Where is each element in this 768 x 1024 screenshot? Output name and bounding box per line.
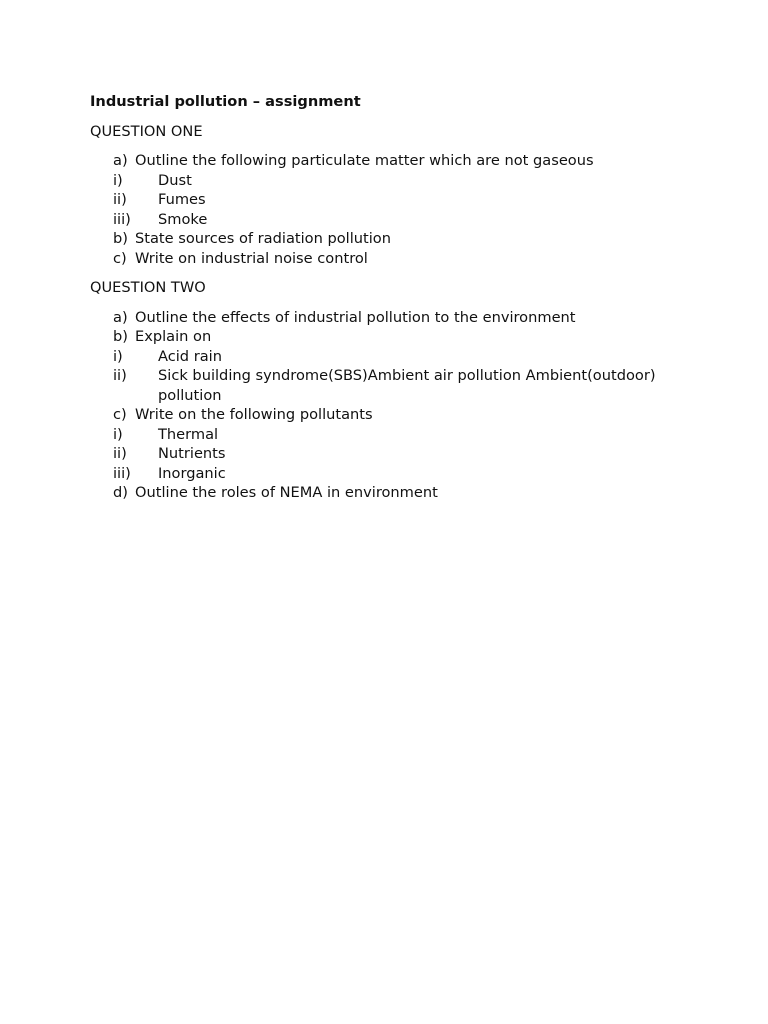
item-text: Inorganic — [158, 464, 226, 482]
item-marker: c) — [113, 249, 127, 267]
question-one-heading: QUESTION ONE — [90, 122, 203, 140]
item-text: Sick building syndrome(SBS)Ambient air pollution Ambient(outdoor) pollution — [158, 367, 656, 404]
item-marker: ii) — [113, 191, 127, 208]
item-marker: iii) — [113, 464, 131, 482]
item-text: Outline the roles of NEMA in environment — [135, 484, 438, 501]
item-marker: iii) — [113, 210, 131, 228]
question-two-list — [90, 308, 730, 503]
list-item — [90, 308, 730, 328]
item-text: Write on the following pollutants — [135, 406, 373, 423]
document-page — [90, 92, 730, 513]
item-marker: a) — [113, 308, 128, 326]
list-item — [90, 425, 730, 445]
list-item — [90, 151, 730, 171]
item-marker: b) — [113, 230, 128, 247]
list-item — [90, 464, 730, 484]
item-marker: b) — [113, 328, 128, 345]
item-marker: a) — [113, 152, 128, 169]
item-text: Explain on — [135, 328, 212, 345]
item-marker: d) — [113, 484, 128, 501]
list-item — [90, 229, 730, 249]
list-item — [90, 249, 730, 269]
question-two-heading: QUESTION TWO — [90, 279, 206, 296]
list-item — [90, 210, 730, 230]
question-one-list — [90, 151, 730, 268]
list-item — [90, 444, 730, 464]
item-marker: i) — [113, 171, 123, 189]
document-title: Industrial pollution – assignment — [90, 93, 361, 110]
list-item — [90, 405, 730, 425]
list-item — [90, 190, 730, 210]
item-text: Acid rain — [158, 347, 222, 365]
item-marker: ii) — [113, 445, 127, 462]
list-item — [90, 171, 730, 191]
item-marker: c) — [113, 406, 127, 423]
item-text: State sources of radiation pollution — [135, 230, 391, 247]
item-text: Dust — [158, 171, 192, 189]
item-text: Thermal — [158, 425, 219, 443]
list-item — [90, 483, 730, 503]
item-text: Fumes — [158, 191, 206, 208]
list-item — [90, 347, 730, 367]
item-marker: i) — [113, 347, 123, 365]
item-text: Outline the following particulate matter which are not gaseous — [135, 152, 594, 169]
item-text: Smoke — [158, 210, 208, 228]
list-item — [90, 327, 730, 347]
item-marker: ii) — [113, 367, 127, 384]
item-text: Write on industrial noise control — [135, 249, 368, 267]
item-text: Outline the effects of industrial pollution to the environment — [135, 308, 576, 326]
item-marker: i) — [113, 425, 123, 443]
item-text: Nutrients — [158, 445, 226, 462]
list-item — [90, 366, 730, 405]
